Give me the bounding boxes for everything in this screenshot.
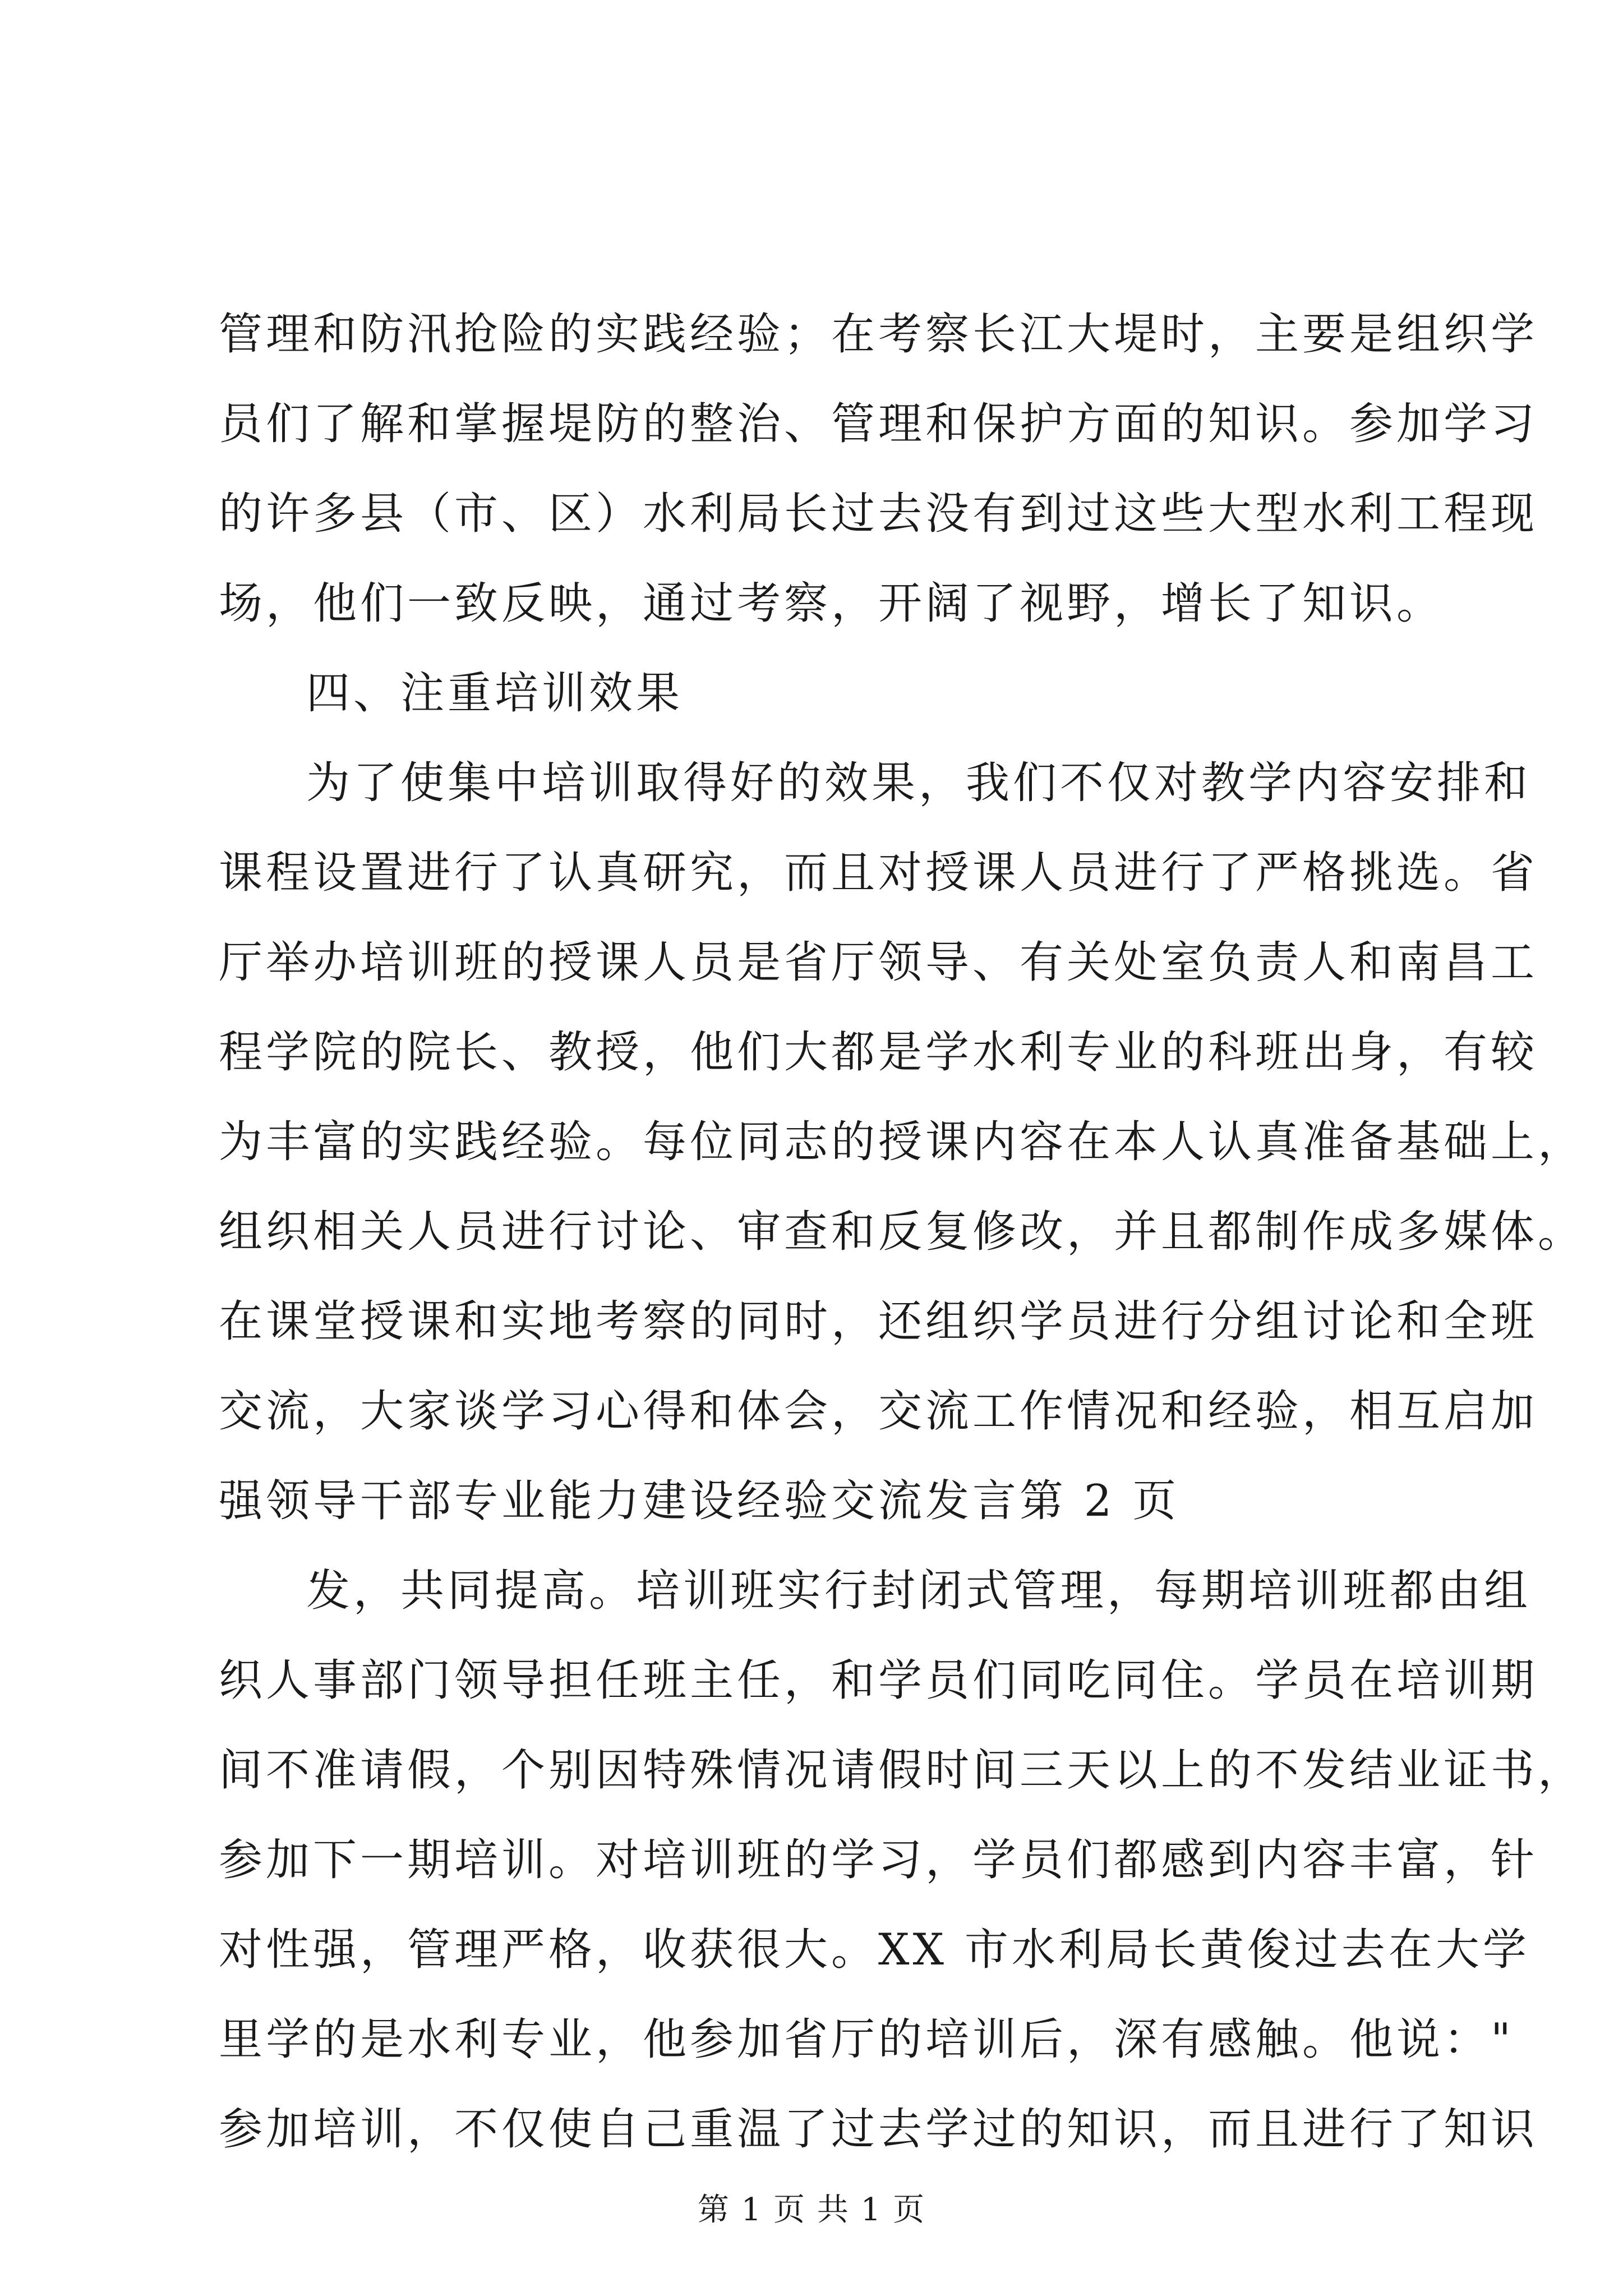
body-line-15: 发，共同提高。培训班实行封闭式管理，每期培训班都由组 <box>306 1566 1532 1616</box>
body-line-20: 里学的是水利专业，他参加省厅的培训后，深有感触。他说：" <box>219 2014 1514 2065</box>
body-line-4: 场，他们一致反映，通过考察，开阔了视野，增长了知识。 <box>219 578 1444 629</box>
page-footer: 第 1 页 共 1 页 <box>697 2192 926 2228</box>
body-line-2: 员们了解和掌握堤防的整治、管理和保护方面的知识。参加学习 <box>219 399 1538 449</box>
body-line-8: 厅举办培训班的授课人员是省厅领导、有关处室负责人和南昌工 <box>219 937 1538 988</box>
body-line-1: 管理和防汛抢险的实践经验；在考察长江大堤时，主要是组织学 <box>219 309 1538 360</box>
body-line-10: 为丰富的实践经验。每位同志的授课内容在本人认真准备基础上， <box>219 1117 1585 1167</box>
body-line-13: 交流，大家谈学习心得和体会，交流工作情况和经验，相互启加 <box>219 1386 1538 1437</box>
section-heading: 四、注重培训效果 <box>306 668 684 719</box>
body-line-9: 程学院的院长、教授，他们大都是学水利专业的科班出身，有较 <box>219 1027 1538 1078</box>
body-line-19: 对性强，管理严格，收获很大。XX 市水利局长黄俊过去在大学 <box>219 1925 1530 1975</box>
body-line-12: 在课堂授课和实地考察的同时，还组织学员进行分组讨论和全班 <box>219 1296 1538 1347</box>
body-line-7: 课程设置进行了认真研究，而且对授课人员进行了严格挑选。省 <box>219 848 1538 898</box>
body-line-21: 参加培训，不仅使自己重温了过去学过的知识，而且进行了知识 <box>219 2104 1538 2155</box>
body-line-6: 为了使集中培训取得好的效果，我们不仅对教学内容安排和 <box>306 758 1532 808</box>
body-line-3: 的许多县（市、区）水利局长过去没有到过这些大型水利工程现 <box>219 489 1538 539</box>
body-line-14: 强领导干部专业能力建设经验交流发言第 2 页 <box>219 1476 1180 1526</box>
body-line-16: 织人事部门领导担任班主任，和学员们同吃同住。学员在培训期 <box>219 1655 1538 1706</box>
body-line-11: 组织相关人员进行讨论、审查和反复修改，并且都制作成多媒体。 <box>219 1207 1585 1257</box>
body-line-17: 间不准请假，个别因特殊情况请假时间三天以上的不发结业证书， <box>219 1745 1585 1796</box>
body-line-18: 参加下一期培训。对培训班的学习，学员们都感到内容丰富，针 <box>219 1835 1538 1885</box>
